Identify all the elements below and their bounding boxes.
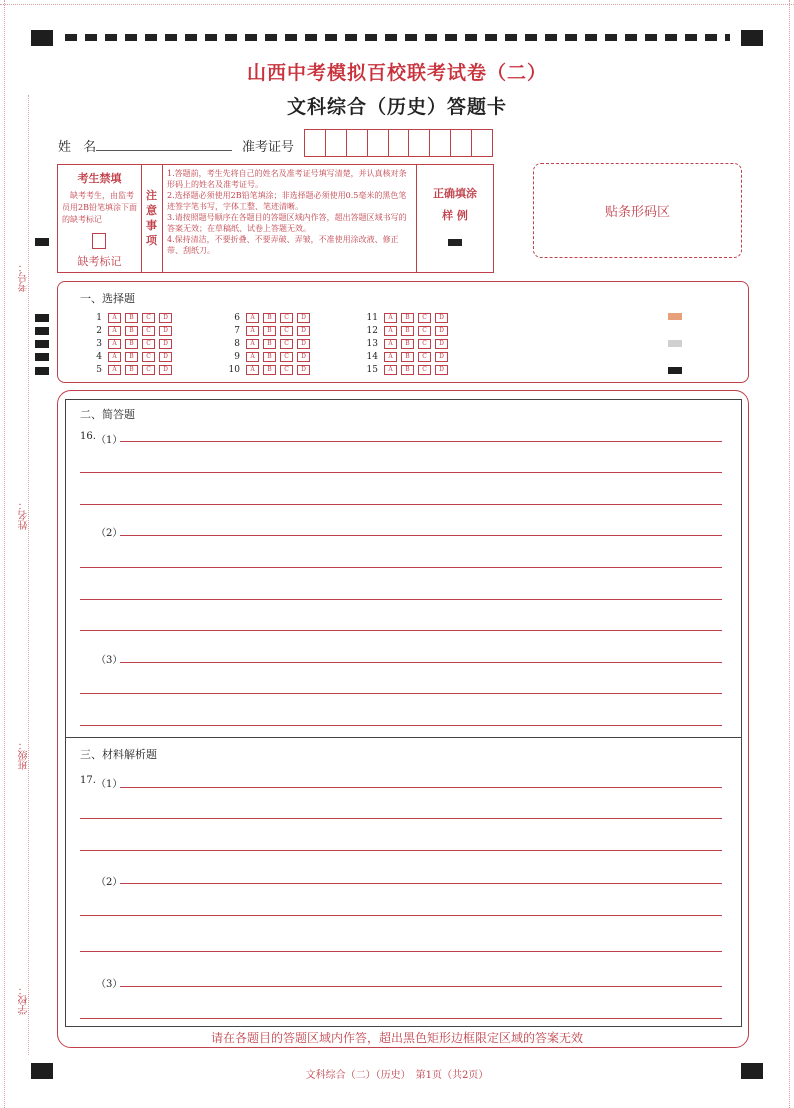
choice-option-bubble[interactable]: B [401, 313, 414, 323]
choice-option-bubble[interactable]: C [418, 352, 431, 362]
choice-question-number: 7 [234, 326, 240, 336]
answer-line[interactable] [120, 986, 722, 987]
trim-line-right [789, 0, 790, 1108]
choice-question-row [364, 313, 452, 323]
page-title: 山西中考模拟百校联考试卷（二） [246, 62, 547, 84]
choice-option-bubble[interactable]: D [159, 352, 172, 362]
choice-question-number: 8 [234, 339, 240, 349]
choice-question-row [364, 365, 452, 375]
id-digit-box[interactable] [347, 130, 368, 156]
id-digit-box[interactable] [305, 130, 326, 156]
choice-question-number: 10 [228, 365, 240, 375]
choice-option-bubble[interactable]: A [108, 339, 121, 349]
answer-line[interactable] [80, 951, 722, 952]
choice-option-bubble[interactable]: B [401, 352, 414, 362]
choice-option-bubble[interactable]: C [142, 339, 155, 349]
choice-question-row [364, 339, 452, 349]
answer-area-warning: 请在各题目的答题区域内作答，超出黑色矩形边框限定区域的答案无效 [210, 1031, 583, 1045]
timing-track [65, 34, 730, 41]
answer-line[interactable] [80, 504, 722, 505]
sample-gray-mark [668, 340, 682, 347]
answer-line[interactable] [120, 662, 722, 663]
short-answer-heading: 二、简答题 [80, 408, 135, 421]
choice-option-bubble[interactable]: B [125, 326, 138, 336]
q16-part-2: （2） [96, 528, 123, 539]
trim-line-top [0, 4, 794, 5]
choice-option-bubble[interactable]: C [418, 326, 431, 336]
side-label-school: 学校： [19, 985, 30, 1015]
choice-option-bubble[interactable]: D [159, 313, 172, 323]
choice-question-row [88, 326, 176, 336]
answer-line[interactable] [120, 883, 722, 884]
side-label-class: 班级： [19, 740, 30, 770]
choice-option-bubble[interactable]: B [125, 352, 138, 362]
q16-part-1: （1） [96, 435, 123, 446]
name-field[interactable] [96, 150, 232, 151]
notice-title: 注意事项 [141, 165, 163, 272]
notice-item: 1.答题前，考生先将自己的姓名及准考证号填写清楚，并认真核对条形码上的姓名及准考证号。 [167, 169, 407, 189]
choice-option-bubble[interactable]: C [280, 339, 293, 349]
choice-option-bubble[interactable]: B [263, 352, 276, 362]
choice-option-bubble[interactable]: C [280, 326, 293, 336]
choice-option-bubble[interactable]: A [246, 365, 259, 375]
side-mark [35, 238, 49, 246]
choice-question-row [364, 326, 452, 336]
choice-option-bubble[interactable]: B [125, 339, 138, 349]
choice-option-bubble[interactable]: B [263, 365, 276, 375]
choice-question-number: 12 [366, 326, 378, 336]
choice-option-bubble[interactable]: C [418, 313, 431, 323]
id-digit-box[interactable] [409, 130, 430, 156]
choice-option-bubble[interactable]: D [435, 365, 448, 375]
side-mark [35, 340, 49, 348]
choice-option-bubble[interactable]: A [384, 326, 397, 336]
sample-subtitle: 样 例 [442, 209, 468, 222]
choice-question-row [88, 352, 176, 362]
choice-option-bubble[interactable]: D [297, 313, 310, 323]
notice-item: 4.保持清洁，不要折叠、不要弄破、弄皱，不准使用涂改液、修正带、刮纸刀。 [167, 235, 399, 255]
answer-inner-frame [65, 399, 742, 1027]
choice-question-number: 15 [366, 365, 378, 375]
notice-item: 3.请按照题号顺序在各题目的答题区域内作答，超出答题区域书写的答案无效；在草稿纸、试卷上答题无效。 [167, 213, 407, 233]
choice-question-row [88, 339, 176, 349]
choice-question-number: 6 [234, 313, 240, 323]
choice-option-bubble[interactable]: D [159, 326, 172, 336]
answer-line[interactable] [80, 818, 722, 819]
choice-option-bubble[interactable]: A [246, 352, 259, 362]
exam-id-label: 准考证号 [242, 140, 295, 155]
absent-text: 缺考考生，由监考员用2B铅笔填涂下面的缺考标记 [62, 191, 137, 224]
q17-part-3: （3） [96, 979, 123, 990]
choice-question-number: 5 [96, 365, 102, 375]
binding-line [28, 95, 29, 1055]
choice-heading: 一、选择题 [80, 292, 135, 305]
choice-question-row [364, 352, 452, 362]
choice-question-number: 11 [366, 313, 378, 323]
choice-option-bubble[interactable]: D [297, 326, 310, 336]
choice-option-bubble[interactable]: B [263, 326, 276, 336]
id-digit-box[interactable] [430, 130, 451, 156]
page-footer: 文科综合（二）（历史） 第1页（共2页） [305, 1070, 489, 1081]
id-digit-box[interactable] [472, 130, 492, 156]
choice-option-bubble[interactable]: A [384, 365, 397, 375]
choice-question-number: 1 [96, 313, 102, 323]
notice-item: 2.选择题必须使用2B铅笔填涂；非选择题必须使用0.5毫米的黑色笔迹签字笔书写，字体工整、笔迹清晰。 [167, 191, 407, 211]
choice-question-number: 13 [366, 339, 378, 349]
sample-orange-mark [668, 313, 682, 320]
choice-option-bubble[interactable]: A [246, 339, 259, 349]
choice-option-bubble[interactable]: B [263, 339, 276, 349]
choice-question-number: 3 [96, 339, 102, 349]
choice-question-row [226, 339, 314, 349]
choice-question-row [226, 352, 314, 362]
choice-option-bubble[interactable]: D [297, 352, 310, 362]
choice-option-bubble[interactable]: A [246, 326, 259, 336]
choice-option-bubble[interactable]: B [263, 313, 276, 323]
exam-id-grid[interactable] [304, 129, 493, 157]
choice-option-bubble[interactable]: B [125, 313, 138, 323]
choice-question-number: 2 [96, 326, 102, 336]
q16-part-3: （3） [96, 655, 123, 666]
choice-option-bubble[interactable]: C [142, 352, 155, 362]
trim-line-left [4, 0, 5, 1108]
choice-option-bubble[interactable]: A [384, 339, 397, 349]
answer-line[interactable] [80, 599, 722, 600]
answer-line[interactable] [80, 915, 722, 916]
answer-line[interactable] [80, 850, 722, 851]
answer-line[interactable] [80, 693, 722, 694]
choice-option-bubble[interactable]: A [108, 352, 121, 362]
choice-section [57, 281, 749, 383]
choice-option-bubble[interactable]: A [384, 313, 397, 323]
choice-option-bubble[interactable]: B [401, 326, 414, 336]
choice-option-bubble[interactable]: D [435, 352, 448, 362]
choice-question-row [226, 313, 314, 323]
answer-line[interactable] [120, 441, 722, 442]
absent-checkbox[interactable] [92, 233, 106, 249]
answer-line[interactable] [80, 630, 722, 631]
side-label-name: 姓名： [19, 500, 30, 530]
answer-line[interactable] [80, 567, 722, 568]
absent-title: 考生禁填 [77, 172, 122, 185]
choice-option-bubble[interactable]: C [142, 365, 155, 375]
answer-line[interactable] [80, 1018, 722, 1019]
choice-option-bubble[interactable]: D [297, 365, 310, 375]
choice-option-bubble[interactable]: D [159, 365, 172, 375]
choice-option-bubble[interactable]: C [280, 352, 293, 362]
choice-option-bubble[interactable]: C [418, 339, 431, 349]
id-digit-box[interactable] [326, 130, 347, 156]
answer-line[interactable] [80, 725, 722, 726]
choice-option-bubble[interactable]: D [435, 326, 448, 336]
choice-option-bubble[interactable]: D [435, 313, 448, 323]
choice-option-bubble[interactable]: C [142, 313, 155, 323]
choice-option-bubble[interactable]: A [246, 313, 259, 323]
sample-black-mark [668, 367, 682, 374]
barcode-area: 贴条形码区 [533, 163, 742, 258]
choice-option-bubble[interactable]: B [401, 339, 414, 349]
side-label-exam-no: 考号： [19, 262, 30, 292]
instructions-box [57, 164, 494, 273]
side-mark [35, 353, 49, 361]
choice-option-bubble[interactable]: D [297, 339, 310, 349]
id-digit-box[interactable] [389, 130, 410, 156]
side-mark [35, 314, 49, 322]
sample-panel [417, 165, 493, 272]
absent-panel [58, 165, 142, 272]
choice-option-bubble[interactable]: C [280, 365, 293, 375]
sample-filled-mark [448, 239, 462, 246]
q17-part-2: （2） [96, 877, 123, 888]
choice-question-number: 9 [234, 352, 240, 362]
page-subtitle: 文科综合（历史）答题卡 [286, 96, 507, 118]
answer-line[interactable] [80, 472, 722, 473]
choice-question-row [88, 313, 176, 323]
sample-title: 正确填涂 [433, 187, 477, 200]
absent-mark-label: 缺考标记 [77, 255, 122, 268]
answer-line[interactable] [120, 535, 722, 536]
question-16-number: 16. [80, 431, 96, 442]
choice-option-bubble[interactable]: C [142, 326, 155, 336]
section-divider [65, 737, 742, 738]
choice-option-bubble[interactable]: C [280, 313, 293, 323]
notice-list [163, 165, 417, 272]
question-17-number: 17. [80, 775, 96, 786]
choice-option-bubble[interactable]: A [384, 352, 397, 362]
material-analysis-heading: 三、材料解析题 [80, 748, 157, 761]
choice-option-bubble[interactable]: A [108, 326, 121, 336]
side-mark [35, 367, 49, 375]
choice-option-bubble[interactable]: A [108, 313, 121, 323]
choice-option-bubble[interactable]: A [108, 365, 121, 375]
choice-question-row [226, 326, 314, 336]
q17-part-1: （1） [96, 779, 123, 790]
choice-question-row [88, 365, 176, 375]
choice-question-row [226, 365, 314, 375]
choice-option-bubble[interactable]: B [401, 365, 414, 375]
choice-option-bubble[interactable]: D [435, 339, 448, 349]
answer-line[interactable] [120, 787, 722, 788]
id-digit-box[interactable] [451, 130, 472, 156]
side-mark [35, 327, 49, 335]
choice-option-bubble[interactable]: C [418, 365, 431, 375]
corner-mark-tl [31, 30, 53, 46]
name-label: 姓 名 [58, 140, 101, 155]
corner-mark-tr [741, 30, 763, 46]
choice-option-bubble[interactable]: B [125, 365, 138, 375]
choice-option-bubble[interactable]: D [159, 339, 172, 349]
choice-question-number: 14 [366, 352, 378, 362]
choice-question-number: 4 [96, 352, 102, 362]
id-digit-box[interactable] [368, 130, 389, 156]
